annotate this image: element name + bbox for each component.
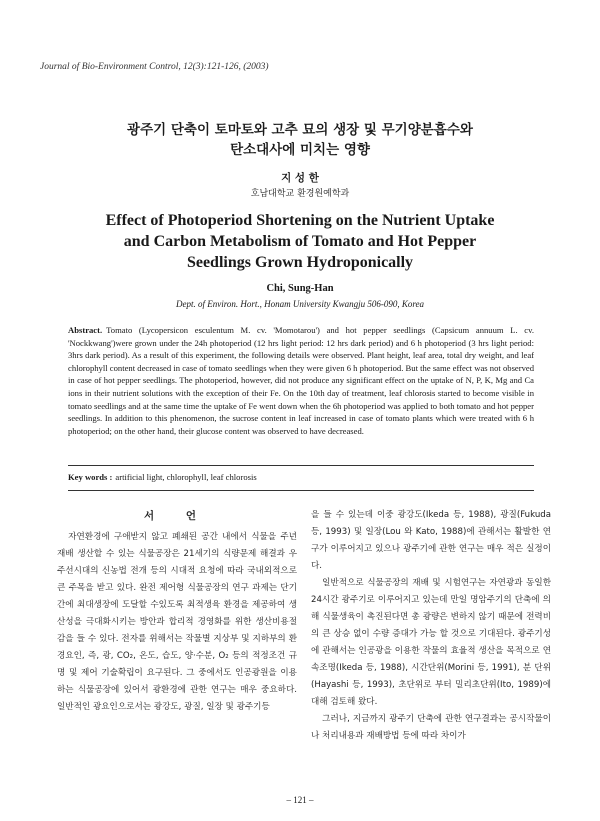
- body-left-column: [57, 507, 297, 716]
- english-title-line-3: Seedlings Grown Hydroponically: [186, 254, 414, 271]
- section-heading-introduction: 서 언: [144, 510, 210, 522]
- page-number: – 121 –: [286, 795, 314, 805]
- korean-title-line-2: 탄소대사에 미치는 영향: [230, 142, 370, 158]
- keywords-top-rule: [68, 465, 534, 466]
- korean-author: 지 성 한: [281, 172, 319, 184]
- keywords-text: artificial light, chlorophyll, leaf chlorosis: [115, 472, 257, 482]
- english-title-line-2: and Carbon Metabolism of Tomato and Hot Pepper: [123, 233, 477, 250]
- keywords: [68, 472, 534, 482]
- body-paragraph: 을 들 수 있는데 이중 광강도(Ikeda 등, 1988), 광질(Fukuda 등, 1993) 및 일장(Lou 와 Kato, 1988)에 관해서는 활발한 연구가 이루어지고 있으나 광주기에 관한 연구는 매우 적은 실정이다.: [311, 510, 551, 571]
- body-paragraph: 자연환경에 구애받지 않고 폐쇄된 공간 내에서 식물을 주년 재배 생산할 수 있는 식물공장은 21세기의 식량문제 해결과 우주선시대의 신농법 전개 등의 시대적 요청에 따라 국내외적으로 큰 주목을 받고 있다. 완전 제어형 식물공장의 연구 과제는 단기간에 최대생장에 도달할 수있도록 최적생육 환경을 제공하여 생산성을 극대화시키는 방안과 합리적 경영화를 위한 생산비용절감을 들 수 있다. 전자를 위해서는 작물별 지상부 및 지하부의 환경요인, 즉, 광, CO₂, 온도, 습도, 양·수분, O₂ 등의 적정조건 규명 및 제어 기술확립이 요구된다. 그 중에서도 인공광원을 이용하는 식물공장에 있어서 광환경에 관한 연구는 매우 중요하다. 일반적인 광요인으로서는 광강도, 광질, 일장 및 광주기등: [57, 532, 297, 712]
- keywords-bottom-rule: [68, 490, 534, 491]
- english-affiliation: Dept. of Environ. Hort., Honam University Kwangju 506-090, Korea: [175, 299, 425, 309]
- abstract-label: Abstract.: [68, 325, 103, 335]
- keywords-label: Key words :: [68, 472, 113, 482]
- body-paragraph: 그러나, 지금까지 광주기 단축에 관한 연구결과는 공시작물이나 처리내용과 재배방법 등에 따라 차이가: [311, 714, 551, 741]
- abstract: [68, 324, 534, 437]
- korean-title-line-1: 광주기 단축이 토마토와 고추 묘의 생장 및 무기양분흡수와: [127, 122, 473, 138]
- body-right-column: [311, 507, 551, 745]
- english-title-line-1: Effect of Photoperiod Shortening on the Nutrient Uptake: [105, 212, 495, 229]
- journal-citation: Journal of Bio-Environment Control, 12(3):121-126, (2003): [40, 62, 269, 72]
- body-paragraph: 일반적으로 식물공장의 재배 및 시험연구는 자연광과 동일한 24시간 광주기로 이루어지고 있는데 만일 명암주기의 단축에 의해 식물생육이 촉진된다면 총 광량은 변하지 않기 때문에 전력비의 큰 상승 없이 수량 증대가 가능 할 것으로 기대된다. 광주기성에 관해서는 인공광을 이용한 작물의 효율적 생산을 목적으로 연속조명(Ikeda 등, 1988), 시간단위(Morini 등, 1991), 분 단위(Hayashi 등, 1993), 초단위로 부터 밀리초단위(Ito, 1989)에 대해 검토해 왔다.: [311, 578, 551, 707]
- abstract-text: Tomato (Lycopersicon esculentum M. cv. 'Momotarou') and hot pepper seedlings (Capsicum annuum L. cv. 'Nockkwang')were grown under the 24h photoperiod (12 hrs light period: 12 hrs dark period) and 6 h photoperiod (3 hrs light period: 3hrs dark period). As a result of this experiment, the following details were observed. Plant height, leaf area, total dry weight, and leaf chlorophyll content decreased in case of tomato seedlings when they were given 6 h photoperiod. But the same effect was not observed in case of hot pepper seedlings. The photoperiod, however, did not produce any significant effect on the uptake of N, P, K, Mg and Ca ions in their nutrient solutions with the exception of their Fe. On the 10th day of treatment, leaf chlorosis started to become visible in tomato seedlings and at the same time the uptake of Fe went down when the 6h photoperiod was applied to both tomato and hot pepper seedlings. In addition to this phenomenon, the sucrose content in leaf increased in case of tomato plants which were treated with 6 h photoperiod; on the other hand, their glucose content was observed to have decreased.: [68, 325, 534, 436]
- korean-affiliation: 호남대학교 환경원예학과: [250, 189, 350, 199]
- english-author: Chi, Sung-Han: [266, 283, 334, 294]
